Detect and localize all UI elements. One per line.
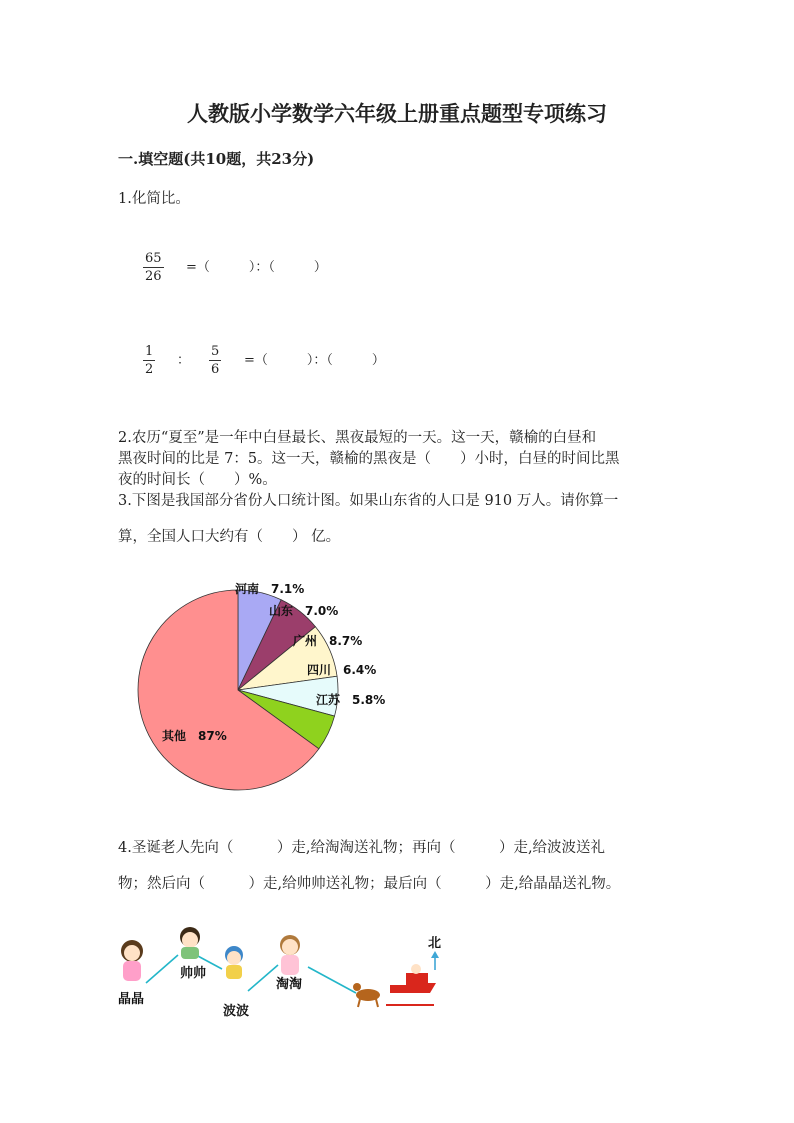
- pie-label-other: 其他 87%: [162, 729, 227, 743]
- fraction-numerator: 5: [211, 344, 220, 359]
- q3-line-1: 3.下图是我国部分省份人口统计图。如果山东省的人口是 910 万人。请你算一: [118, 493, 619, 509]
- q1-ratio-colon: ：: [177, 353, 191, 368]
- route-map-illustration: [110, 925, 460, 1030]
- fraction-numerator: 65: [145, 251, 162, 266]
- q3-line-2: 算，全国人口大约有（ ） 亿。: [118, 529, 341, 545]
- name-label-shuaishuai: 帅帅: [180, 966, 207, 981]
- q4-line-1: 4.圣诞老人先向（ ）走,给淘淘送礼物；再向（ ）走,给波波送礼: [118, 840, 606, 856]
- santa-sleigh-icon: [353, 964, 436, 1007]
- q2-line-1: 2.农历“夏至”是一年中白昼最长、黑夜最短的一天。这一天，赣榆的白昼和: [118, 430, 597, 446]
- route-line-jingjing-shuaishuai: [146, 955, 178, 983]
- q1-answer-1[interactable]: =（ ）：（ ）: [186, 260, 327, 275]
- north-label: 北: [428, 936, 442, 951]
- name-label-bobo: 波波: [223, 1004, 250, 1019]
- q2-line-2: 黑夜时间的比是 7：5。这一天，赣榆的黑夜是（ ）小时，白昼的时间比黑: [118, 451, 620, 467]
- jingjing-avatar: [121, 940, 143, 981]
- route-lines: [146, 955, 356, 993]
- q1-prompt: 1.化简比。: [118, 191, 190, 207]
- pie-label-guangzhou: 广州 8.7%: [293, 634, 363, 648]
- q1-answer-2[interactable]: =（ ）：（ ）: [244, 353, 385, 368]
- fraction-denominator: 26: [145, 269, 162, 284]
- pie-slices: [138, 590, 338, 790]
- taotao-avatar: [280, 935, 300, 975]
- north-arrow-icon: [431, 951, 439, 970]
- page-title: 人教版小学数学六年级上册重点题型专项练习: [187, 101, 607, 126]
- route-line-bobo-taotao: [248, 965, 278, 991]
- q1-fraction-65-26: [143, 250, 164, 285]
- fraction-denominator: 6: [211, 362, 220, 377]
- q2-line-3: 夜的时间长（ ）%。: [118, 472, 277, 488]
- pie-label-jiangsu: 江苏 5.8%: [316, 693, 386, 707]
- name-label-jingjing: 晶晶: [118, 992, 145, 1007]
- shuaishuai-avatar: [180, 927, 200, 959]
- fraction-denominator: 2: [145, 362, 154, 377]
- fraction-numerator: 1: [145, 344, 154, 359]
- q1-fraction-5-6: [209, 343, 221, 378]
- q1-fraction-1-2: [143, 343, 155, 378]
- section-header: 一.填空题(共10题，共23分): [118, 150, 315, 168]
- pie-label-sichuan: 四川 6.4%: [307, 663, 377, 677]
- population-pie-chart: [120, 570, 420, 795]
- pie-label-henan: 河南 7.1%: [235, 582, 305, 596]
- route-line-taotao-sleigh: [308, 967, 356, 993]
- bobo-avatar: [225, 946, 243, 979]
- name-label-taotao: 淘淘: [276, 977, 303, 992]
- pie-label-shandong: 山东 7.0%: [269, 604, 339, 618]
- q4-line-2: 物；然后向（ ）走,给帅帅送礼物；最后向（ ）走,给晶晶送礼物。: [118, 876, 621, 892]
